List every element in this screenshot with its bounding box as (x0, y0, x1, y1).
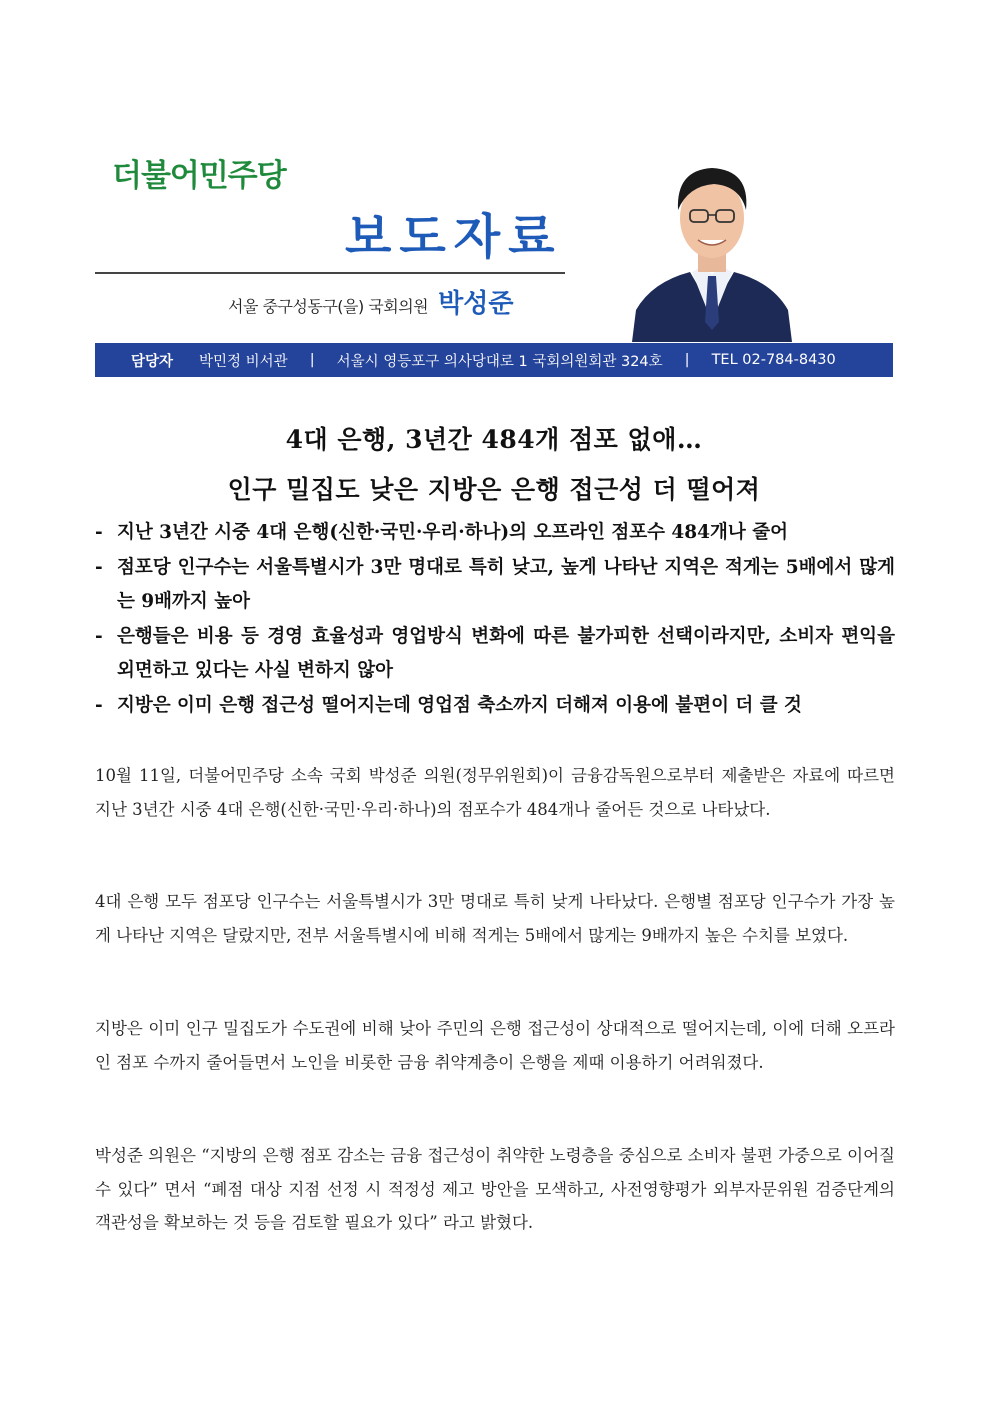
summary-bullet: - 지방은 이미 은행 접근성 떨어지는데 영업점 축소까지 더해져 이용에 불편이 더 클 것 (95, 694, 802, 716)
representative-line (228, 283, 568, 320)
summary-bullet: - 은행들은 비용 등 경영 효율성과 영업방식 변화에 따른 불가피한 선택이라지만, 소비자 편익을 외면하고 있다는 사실 변하지 않아 (95, 625, 895, 681)
summary-bullet: - 점포당 인구수는 서울특별시가 3만 명대로 특히 낮고, 높게 나타난 지역은 적게는 5배에서 많게는 9배까지 높아 (95, 556, 895, 612)
body-paragraph: 박성준 의원은 “지방의 은행 점포 감소는 금융 접근성이 취약한 노령층을 중심으로 소비자 불편 가중으로 이어질 수 있다” 면서 “폐점 대상 지점 선정 시 적정성 제고 방안을 모색하고, 사전영향평가 외부자문위원 검증단계의 객관성을 확보하는 것 등을 검토할 필요가 있다” 라고 밝혔다. (95, 1146, 895, 1232)
press-release-title: 보도자료 (345, 209, 563, 265)
headline-line-2: 인구 밀집도 낮은 지방은 은행 접근성 더 떨어져 (227, 475, 761, 504)
representative-portrait (632, 150, 792, 342)
district-label: 서울 중구성동구(을) 국회의원 (228, 297, 429, 316)
party-logo: 더불어민주당 (112, 158, 286, 194)
contact-person: 박민정 비서관 (199, 353, 288, 370)
representative-name: 박성준 (438, 289, 514, 319)
body-paragraph: 지방은 이미 인구 밀집도가 수도권에 비해 낮아 주민의 은행 접근성이 상대적으로 떨어지는데, 이에 더해 오프라인 점포 수까지 줄어들면서 노인을 비롯한 금융 취약계층이 은행을 제때 이용하기 어려워졌다. (95, 1019, 895, 1072)
contact-label: 담당자 (131, 353, 174, 370)
contact-bar (95, 343, 893, 377)
contact-separator: | (309, 352, 315, 368)
summary-bullet: - 지난 3년간 시중 4대 은행(신한·국민·우리·하나)의 오프라인 점포수 484개나 줄어 (95, 522, 788, 543)
summary-bullets (95, 516, 895, 723)
contact-address: 서울시 영등포구 의사당대로 1 국회의원회관 324호 (336, 353, 663, 370)
body-paragraph: 10월 11일, 더불어민주당 소속 국회 박성준 의원(정무위원회)이 금융감독원으로부터 제출받은 자료에 따르면 지난 3년간 시중 4대 은행(신한·국민·우리·하나)의 점포수가 484개나 줄어든 것으로 나타났다. (95, 766, 895, 819)
header-divider (95, 272, 565, 274)
contact-phone: TEL 02-784-8430 (711, 352, 836, 368)
body-paragraph: 4대 은행 모두 점포당 인구수는 서울특별시가 3만 명대로 특히 낮게 나타났다. 은행별 점포당 인구수가 가장 높게 나타난 지역은 달랐지만, 전부 서울특별시에 비해 적게는 5배에서 많게는 9배까지 높은 수치를 보였다. (95, 892, 895, 945)
contact-separator: | (684, 352, 690, 368)
headline-line-1: 4대 은행, 3년간 484개 점포 없애… (285, 425, 703, 454)
